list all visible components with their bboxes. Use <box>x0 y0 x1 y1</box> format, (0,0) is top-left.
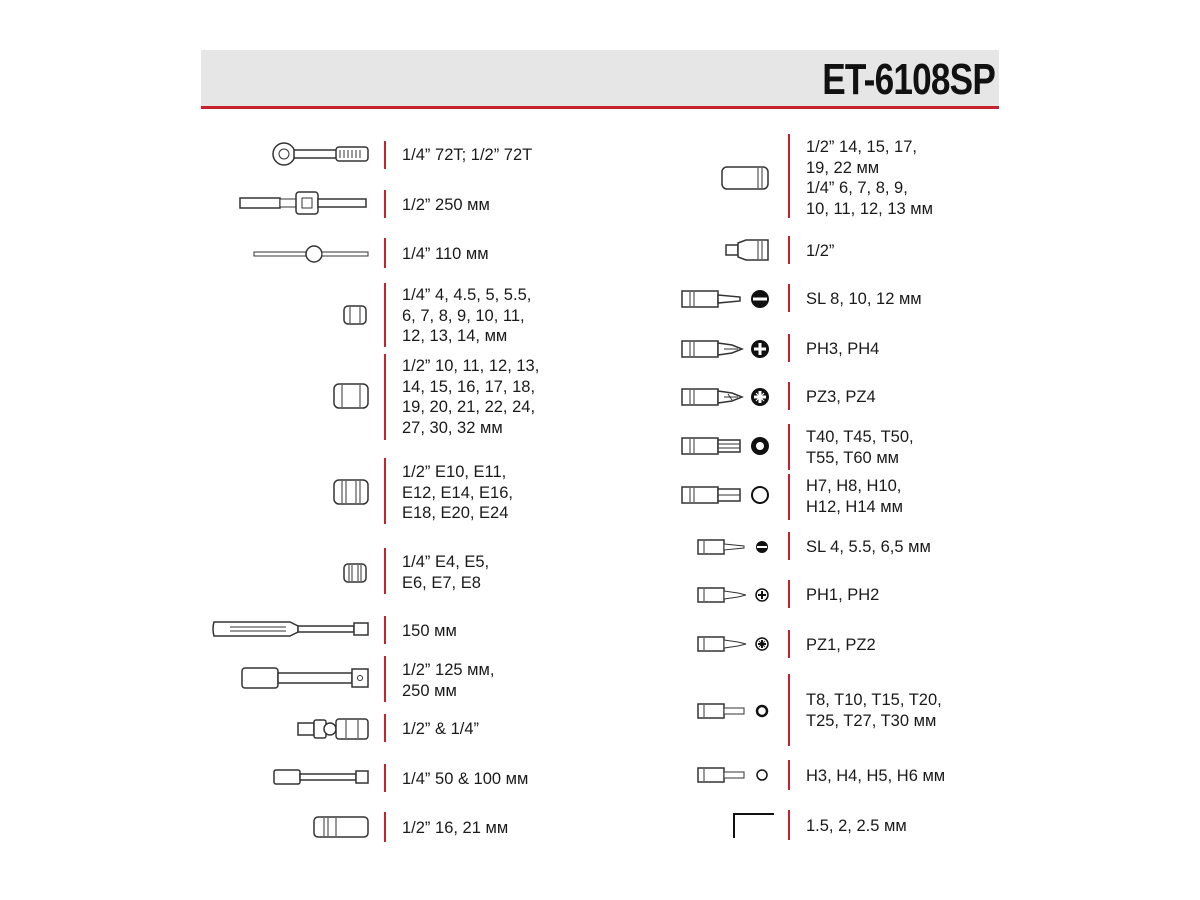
separator <box>384 283 386 347</box>
separator <box>384 548 386 594</box>
separator <box>384 458 386 524</box>
torx-bit-socket-icon <box>680 433 774 459</box>
item-text: 150 мм <box>402 622 457 640</box>
extension-bar-icon <box>240 665 372 691</box>
small-torx-bit-icon <box>696 700 774 722</box>
item-text: 1/2” & 1/4” <box>402 720 480 738</box>
item-text: 1/2” 250 мм <box>402 196 490 214</box>
slotted-bit-socket-icon <box>680 286 774 312</box>
separator <box>788 810 790 840</box>
deep-socket-icon <box>720 164 772 192</box>
separator <box>788 134 790 218</box>
separator <box>788 284 790 312</box>
separator <box>384 812 386 842</box>
small-hex-bit-icon <box>696 764 774 786</box>
item-text: T40, T45, T50, T55, T60 мм <box>806 428 914 467</box>
spark-plug-socket-icon <box>312 814 372 840</box>
universal-joint-icon <box>296 716 372 742</box>
item-text: 1/4” 50 & 100 мм <box>402 770 529 788</box>
small-socket-icon <box>342 304 370 326</box>
header-bar <box>201 50 999 109</box>
small-slotted-bit-icon <box>696 536 774 558</box>
separator <box>384 354 386 440</box>
small-pozidriv-bit-icon <box>696 633 774 655</box>
spinner-handle-icon <box>210 616 372 642</box>
separator <box>384 190 386 218</box>
t-bar-handle-icon <box>238 190 370 216</box>
e-torx-socket-icon <box>332 478 372 506</box>
item-text: 1/2” 14, 15, 17, 19, 22 мм 1/4” 6, 7, 8, 9, 10, 11, 12, 13 мм <box>806 138 933 218</box>
separator <box>384 141 386 169</box>
separator <box>788 580 790 608</box>
item-text: 1/4” 4, 4.5, 5, 5.5, 6, 7, 8, 9, 10, 11, 12, 13, 14, мм <box>402 286 532 345</box>
separator <box>384 238 386 268</box>
item-text: H3, H4, H5, H6 мм <box>806 767 946 785</box>
hex-bit-socket-icon <box>680 482 774 508</box>
item-text: PH1, PH2 <box>806 586 880 604</box>
item-text: 1/4” 72T; 1/2” 72T <box>402 146 533 164</box>
phillips-bit-socket-icon <box>680 336 774 362</box>
pozidriv-bit-socket-icon <box>680 384 774 410</box>
item-text: 1/2” 125 мм, 250 мм <box>402 661 495 700</box>
separator <box>788 474 790 520</box>
separator <box>788 334 790 362</box>
ratchet-icon <box>270 142 370 166</box>
slide-bar-icon <box>252 243 372 265</box>
separator <box>384 764 386 792</box>
separator <box>384 656 386 702</box>
separator <box>788 532 790 560</box>
item-text: T8, T10, T15, T20, T25, T27, T30 мм <box>806 691 942 730</box>
separator <box>788 760 790 790</box>
item-text: 1/2” E10, E11, E12, E14, E16, E18, E20, E24 <box>402 463 513 522</box>
item-text: 1/4” E4, E5, E6, E7, E8 <box>402 553 490 592</box>
item-text: PH3, PH4 <box>806 340 880 358</box>
item-text: 1/4” 110 мм <box>402 245 489 263</box>
item-text: PZ3, PZ4 <box>806 388 876 406</box>
separator <box>788 236 790 264</box>
item-text: SL 8, 10, 12 мм <box>806 290 922 308</box>
item-text: SL 4, 5.5, 6,5 мм <box>806 538 931 556</box>
small-extension-bar-icon <box>272 766 372 788</box>
separator <box>788 382 790 410</box>
separator <box>384 616 386 644</box>
separator <box>788 674 790 746</box>
socket-icon <box>332 382 372 410</box>
hex-key-icon <box>730 810 776 840</box>
separator <box>788 424 790 470</box>
small-phillips-bit-icon <box>696 584 774 606</box>
item-text: 1/2” 10, 11, 12, 13, 14, 15, 16, 17, 18, 19, 20, 21, 22, 24, 27, 30, 32 мм <box>402 357 540 437</box>
item-text: 1/2” 16, 21 мм <box>402 819 509 837</box>
separator <box>384 714 386 742</box>
item-text: 1.5, 2, 2.5 мм <box>806 817 907 835</box>
item-text: PZ1, PZ2 <box>806 636 876 654</box>
adapter-icon <box>724 238 772 262</box>
model-title: ET-6108SP <box>822 55 995 104</box>
item-text: 1/2” <box>806 242 835 260</box>
separator <box>788 630 790 658</box>
small-e-torx-socket-icon <box>342 562 370 584</box>
item-text: H7, H8, H10, H12, H14 мм <box>806 477 903 516</box>
